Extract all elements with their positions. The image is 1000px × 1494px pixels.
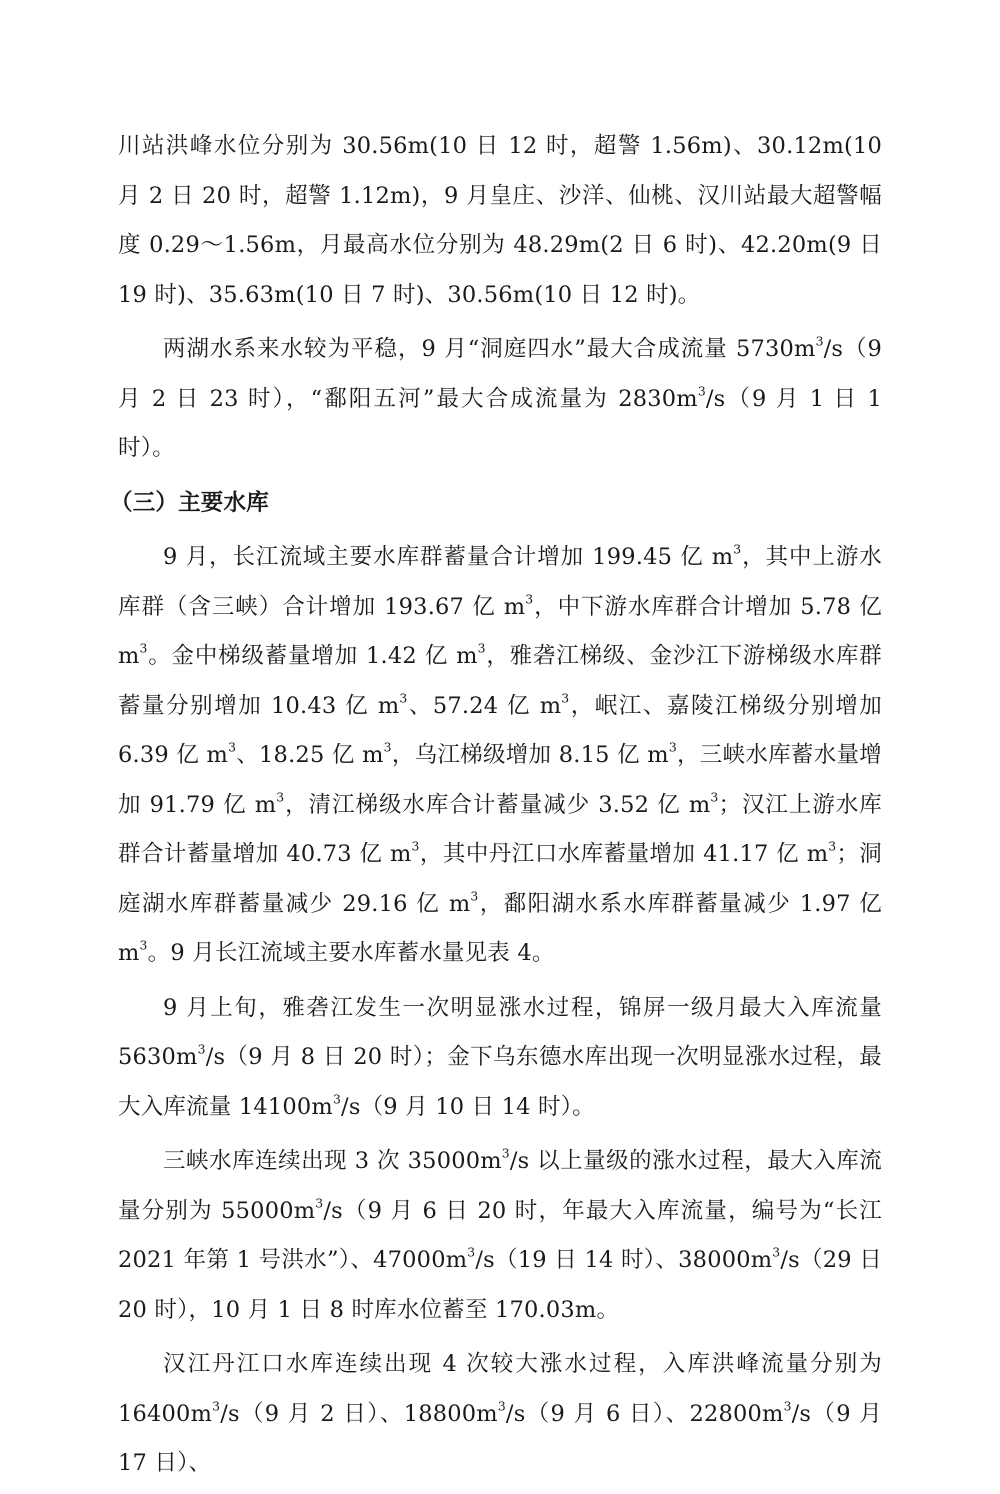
paragraph: 9 月，长江流域主要水库群蓄量合计增加 199.45 亿 $m^3$，其中上游水库群（含三峡）合计增加 193.67 亿 $m^3$，中下游水库群合计增加 5.78 亿 $m^3$。金中梯级蓄量增加 1.42 亿 $m^3$，雅砻江梯级、金沙江下游梯级水库群蓄量分别增加 10.43 亿 $m^3$、57.24 亿 $m^3$，岷江、嘉陵江梯级分别增加 6.39 亿 $m^3$、18.25 亿 $m^3$，乌江梯级增加 8.15 亿 $m^3$，三峡水库蓄水量增加 91.79 亿 $m^3$，清江梯级水库合计蓄量减少 3.52 亿 $m^3$；汉江上游水库群合计蓄量增加 40.73 亿 $m^3$，其中丹江口水库蓄量增加 41.17 亿 $m^3$；洞庭湖水库群蓄量减少 29.16 亿 $m^3$，鄱阳湖水系水库群蓄量减少 1.97 亿 $m^3$。9 月长江流域主要水库蓄水量见表 4。	[118, 542, 883, 966]
paragraph: 两湖水系来水较为平稳，9 月“洞庭四水”最大合成流量 $5730m^3/s(9$ 月 2 日 23 时），“鄱阳五河”最大合成流量为 $2830m^3/s(9$ 月 1 日 1 时）。	[118, 334, 882, 461]
paragraph: 川站洪峰水位分别为 30.56m(10 日 12 时，超警 1.56m)、30.12m(10 月 2 日 20 时，超警 1.12m)，9 月皇庄、沙洋、仙桃、汉川站最大超警幅度 0.29～1.56m，月最高水位分别为 48.29m(2 日 6 时)、42.20m(9 日 19 时)、35.63m(10 日 7 时)、30.56m(10 日 12 时)。	[118, 133, 882, 308]
document-body	[110, 122, 883, 1494]
paragraph: 汉江丹江口水库连续出现 4 次较大涨水过程，入库洪峰流量分别为 $16400m^3/s(9$ 月 2 日）、$18800m^3/s(9$ 月 6 日）、$22800m^3/s(9$ 月 17 日）、	[118, 1351, 882, 1476]
section-heading: （三）主要水库	[110, 489, 269, 516]
paragraph: 9 月上旬，雅砻江发生一次明显涨水过程，锦屏一级月最大入库流量 $5630m^3/s(9$ 月 8 日 20 时）；金下乌东德水库出现一次明显涨水过程，最大入库流量 $14100m^3/s(9$ 月 10 日 14 时）。	[118, 994, 882, 1120]
paragraph: 三峡水库连续出现 3 次 $35000m^3/s$ 以上量级的涨水过程，最大入库流量分别为 $55000m^3/s(9$ 月 6 日 20 时，年最大入库流量，编号为“长江 2021 年第 1 号洪水”）、$47000m^3/s(19$ 日 14 时）、$38000m^3/s(29$ 日 20 时），10 月 1 日 8 时库水位蓄至 170.03m。	[118, 1146, 883, 1323]
